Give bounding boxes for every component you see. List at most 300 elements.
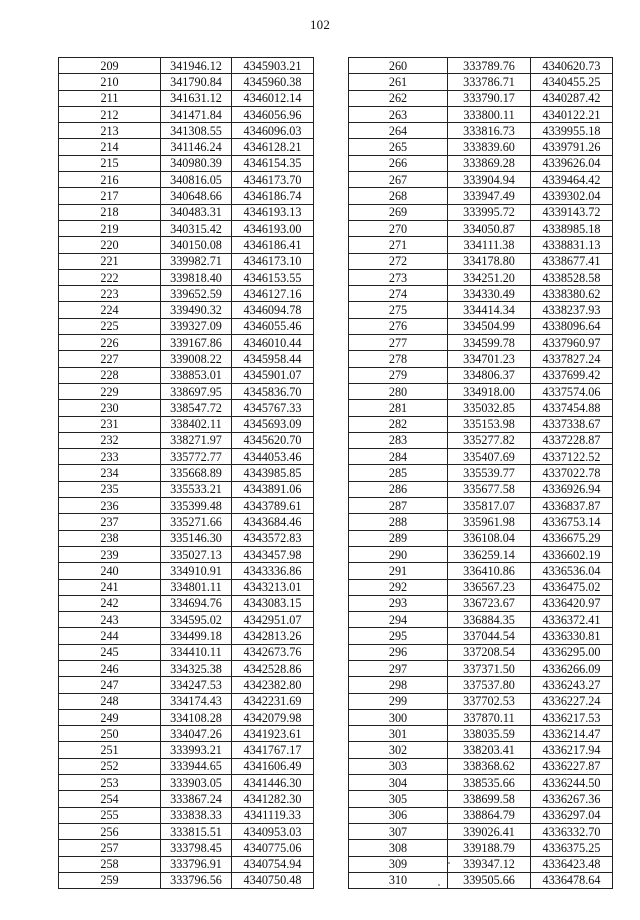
y-coordinate-cell: 4337454.88 [531, 400, 613, 416]
y-coordinate-cell: 4342673.76 [232, 644, 314, 660]
x-coordinate-cell: 338535.66 [448, 775, 531, 791]
x-coordinate-cell: 338271.97 [161, 432, 232, 448]
point-number-cell: 238 [59, 530, 161, 546]
y-coordinate-cell: 4338528.58 [531, 269, 613, 285]
x-coordinate-cell: 339347.12 [448, 856, 531, 872]
point-number-cell: 230 [59, 400, 161, 416]
point-number-cell: 302 [349, 742, 448, 758]
y-coordinate-cell: 4342231.69 [232, 693, 314, 709]
table-row [59, 823, 314, 839]
x-coordinate-cell: 337870.11 [448, 709, 531, 725]
table-row [349, 840, 613, 856]
table-row [349, 758, 613, 774]
table-row [59, 612, 314, 628]
point-number-cell: 240 [59, 563, 161, 579]
point-number-cell: 261 [349, 74, 448, 90]
x-coordinate-cell: 333796.91 [161, 856, 232, 872]
point-number-cell: 292 [349, 579, 448, 595]
point-number-cell: 286 [349, 481, 448, 497]
x-coordinate-cell: 341471.84 [161, 106, 232, 122]
point-number-cell: 308 [349, 840, 448, 856]
x-coordinate-cell: 340648.66 [161, 188, 232, 204]
table-row [349, 546, 613, 562]
table-row [349, 856, 613, 872]
y-coordinate-cell: 4346094.78 [232, 302, 314, 318]
y-coordinate-cell: 4341606.49 [232, 758, 314, 774]
point-number-cell: 220 [59, 237, 161, 253]
point-number-cell: 245 [59, 644, 161, 660]
x-coordinate-cell: 335407.69 [448, 449, 531, 465]
point-number-cell: 237 [59, 514, 161, 530]
y-coordinate-cell: 4336420.97 [531, 595, 613, 611]
table-row [59, 432, 314, 448]
x-coordinate-cell: 333903.05 [161, 775, 232, 791]
table-row [349, 807, 613, 823]
table-row [349, 514, 613, 530]
scan-speck [438, 884, 440, 886]
table-row [349, 530, 613, 546]
x-coordinate-cell: 334599.78 [448, 335, 531, 351]
y-coordinate-cell: 4341282.30 [232, 791, 314, 807]
table-row [349, 449, 613, 465]
table-row [349, 58, 613, 74]
table-row [59, 872, 314, 888]
table-row [59, 775, 314, 791]
y-coordinate-cell: 4338985.18 [531, 220, 613, 236]
scan-speck [448, 862, 450, 864]
point-number-cell: 243 [59, 612, 161, 628]
x-coordinate-cell: 333904.94 [448, 172, 531, 188]
point-number-cell: 266 [349, 155, 448, 171]
y-coordinate-cell: 4344053.46 [232, 449, 314, 465]
point-number-cell: 267 [349, 172, 448, 188]
point-number-cell: 219 [59, 220, 161, 236]
x-coordinate-cell: 333789.76 [448, 58, 531, 74]
x-coordinate-cell: 334701.23 [448, 351, 531, 367]
y-coordinate-cell: 4336332.70 [531, 823, 613, 839]
x-coordinate-cell: 337702.53 [448, 693, 531, 709]
table-row [349, 335, 613, 351]
x-coordinate-cell: 333796.56 [161, 872, 232, 888]
y-coordinate-cell: 4338677.41 [531, 253, 613, 269]
x-coordinate-cell: 334247.53 [161, 677, 232, 693]
point-number-cell: 212 [59, 106, 161, 122]
y-coordinate-cell: 4343789.61 [232, 498, 314, 514]
table-row [59, 123, 314, 139]
table-row [349, 318, 613, 334]
table-row [59, 742, 314, 758]
table-row [59, 237, 314, 253]
table-row [59, 595, 314, 611]
table-row [349, 644, 613, 660]
table-row [349, 139, 613, 155]
x-coordinate-cell: 333839.60 [448, 139, 531, 155]
y-coordinate-cell: 4336330.81 [531, 628, 613, 644]
table-row [59, 530, 314, 546]
y-coordinate-cell: 4346127.16 [232, 286, 314, 302]
y-coordinate-cell: 4336837.87 [531, 498, 613, 514]
point-number-cell: 269 [349, 204, 448, 220]
x-coordinate-cell: 333947.49 [448, 188, 531, 204]
x-coordinate-cell: 333869.28 [448, 155, 531, 171]
table-row [59, 139, 314, 155]
y-coordinate-cell: 4337827.24 [531, 351, 613, 367]
x-coordinate-cell: 334910.91 [161, 563, 232, 579]
y-coordinate-cell: 4345958.44 [232, 351, 314, 367]
y-coordinate-cell: 4337338.67 [531, 416, 613, 432]
x-coordinate-cell: 337537.80 [448, 677, 531, 693]
y-coordinate-cell: 4340287.42 [531, 90, 613, 106]
y-coordinate-cell: 4336536.04 [531, 563, 613, 579]
table-row [349, 465, 613, 481]
y-coordinate-cell: 4346186.74 [232, 188, 314, 204]
y-coordinate-cell: 4338380.62 [531, 286, 613, 302]
point-number-cell: 226 [59, 335, 161, 351]
point-number-cell: 265 [349, 139, 448, 155]
x-coordinate-cell: 340315.42 [161, 220, 232, 236]
table-row [59, 791, 314, 807]
point-number-cell: 225 [59, 318, 161, 334]
x-coordinate-cell: 334414.34 [448, 302, 531, 318]
table-row [59, 74, 314, 90]
x-coordinate-cell: 336259.14 [448, 546, 531, 562]
y-coordinate-cell: 4336227.24 [531, 693, 613, 709]
y-coordinate-cell: 4345903.21 [232, 58, 314, 74]
y-coordinate-cell: 4345620.70 [232, 432, 314, 448]
table-row [349, 351, 613, 367]
point-number-cell: 233 [59, 449, 161, 465]
x-coordinate-cell: 335817.07 [448, 498, 531, 514]
x-coordinate-cell: 339490.32 [161, 302, 232, 318]
table-row [349, 286, 613, 302]
y-coordinate-cell: 4346193.00 [232, 220, 314, 236]
point-number-cell: 281 [349, 400, 448, 416]
point-number-cell: 242 [59, 595, 161, 611]
x-coordinate-cell: 335668.89 [161, 465, 232, 481]
table-row [349, 220, 613, 236]
x-coordinate-cell: 335271.66 [161, 514, 232, 530]
point-number-cell: 249 [59, 709, 161, 725]
table-row [59, 660, 314, 676]
table-row [349, 709, 613, 725]
x-coordinate-cell: 335032.85 [448, 400, 531, 416]
y-coordinate-cell: 4341119.33 [232, 807, 314, 823]
table-row [59, 155, 314, 171]
y-coordinate-cell: 4337022.78 [531, 465, 613, 481]
y-coordinate-cell: 4346012.14 [232, 90, 314, 106]
table-row [349, 628, 613, 644]
x-coordinate-cell: 333944.65 [161, 758, 232, 774]
table-row [349, 204, 613, 220]
point-number-cell: 301 [349, 726, 448, 742]
x-coordinate-cell: 338547.72 [161, 400, 232, 416]
point-number-cell: 254 [59, 791, 161, 807]
point-number-cell: 257 [59, 840, 161, 856]
x-coordinate-cell: 334251.20 [448, 269, 531, 285]
table-row [59, 318, 314, 334]
table-row [349, 432, 613, 448]
table-row [59, 726, 314, 742]
x-coordinate-cell: 340150.08 [161, 237, 232, 253]
y-coordinate-cell: 4336753.14 [531, 514, 613, 530]
x-coordinate-cell: 335153.98 [448, 416, 531, 432]
table-row [59, 693, 314, 709]
point-number-cell: 270 [349, 220, 448, 236]
x-coordinate-cell: 335146.30 [161, 530, 232, 546]
y-coordinate-cell: 4340953.03 [232, 823, 314, 839]
point-number-cell: 297 [349, 660, 448, 676]
point-number-cell: 280 [349, 383, 448, 399]
point-number-cell: 255 [59, 807, 161, 823]
table-row [349, 383, 613, 399]
y-coordinate-cell: 4345693.09 [232, 416, 314, 432]
table-row [349, 74, 613, 90]
point-number-cell: 221 [59, 253, 161, 269]
x-coordinate-cell: 337208.54 [448, 644, 531, 660]
table-row [349, 481, 613, 497]
table-row [349, 677, 613, 693]
x-coordinate-cell: 334806.37 [448, 367, 531, 383]
x-coordinate-cell: 333838.33 [161, 807, 232, 823]
x-coordinate-cell: 334595.02 [161, 612, 232, 628]
y-coordinate-cell: 4336267.36 [531, 791, 613, 807]
x-coordinate-cell: 338853.01 [161, 367, 232, 383]
x-coordinate-cell: 334174.43 [161, 693, 232, 709]
table-row [349, 742, 613, 758]
x-coordinate-cell: 333816.73 [448, 123, 531, 139]
x-coordinate-cell: 341946.12 [161, 58, 232, 74]
point-number-cell: 287 [349, 498, 448, 514]
point-number-cell: 262 [349, 90, 448, 106]
point-number-cell: 241 [59, 579, 161, 595]
x-coordinate-cell: 333995.72 [448, 204, 531, 220]
point-number-cell: 293 [349, 595, 448, 611]
table-row [59, 579, 314, 595]
point-number-cell: 298 [349, 677, 448, 693]
point-number-cell: 304 [349, 775, 448, 791]
table-row [59, 286, 314, 302]
table-row [349, 612, 613, 628]
table-row [59, 90, 314, 106]
x-coordinate-cell: 339026.41 [448, 823, 531, 839]
point-number-cell: 276 [349, 318, 448, 334]
x-coordinate-cell: 338203.41 [448, 742, 531, 758]
y-coordinate-cell: 4340620.73 [531, 58, 613, 74]
table-row [349, 123, 613, 139]
y-coordinate-cell: 4343213.01 [232, 579, 314, 595]
table-row [349, 302, 613, 318]
table-row [59, 269, 314, 285]
point-number-cell: 218 [59, 204, 161, 220]
y-coordinate-cell: 4336297.04 [531, 807, 613, 823]
y-coordinate-cell: 4346153.55 [232, 269, 314, 285]
point-number-cell: 228 [59, 367, 161, 383]
table-row [59, 335, 314, 351]
table-row [59, 628, 314, 644]
table-row [59, 351, 314, 367]
y-coordinate-cell: 4336602.19 [531, 546, 613, 562]
point-number-cell: 307 [349, 823, 448, 839]
point-number-cell: 253 [59, 775, 161, 791]
point-number-cell: 258 [59, 856, 161, 872]
y-coordinate-cell: 4336244.50 [531, 775, 613, 791]
y-coordinate-cell: 4339791.26 [531, 139, 613, 155]
point-number-cell: 278 [349, 351, 448, 367]
y-coordinate-cell: 4339464.42 [531, 172, 613, 188]
x-coordinate-cell: 334410.11 [161, 644, 232, 660]
table-row [59, 563, 314, 579]
point-number-cell: 252 [59, 758, 161, 774]
point-number-cell: 231 [59, 416, 161, 432]
y-coordinate-cell: 4346056.96 [232, 106, 314, 122]
y-coordinate-cell: 4342528.86 [232, 660, 314, 676]
x-coordinate-cell: 333993.21 [161, 742, 232, 758]
table-row [349, 775, 613, 791]
y-coordinate-cell: 4338237.93 [531, 302, 613, 318]
x-coordinate-cell: 334801.11 [161, 579, 232, 595]
point-number-cell: 291 [349, 563, 448, 579]
x-coordinate-cell: 334050.87 [448, 220, 531, 236]
point-number-cell: 239 [59, 546, 161, 562]
point-number-cell: 277 [349, 335, 448, 351]
table-row [59, 758, 314, 774]
y-coordinate-cell: 4341923.61 [232, 726, 314, 742]
y-coordinate-cell: 4346193.13 [232, 204, 314, 220]
y-coordinate-cell: 4346154.35 [232, 155, 314, 171]
point-number-cell: 256 [59, 823, 161, 839]
table-row [349, 872, 613, 888]
table-row [349, 791, 613, 807]
y-coordinate-cell: 4336217.53 [531, 709, 613, 725]
point-number-cell: 235 [59, 481, 161, 497]
table-row [349, 90, 613, 106]
y-coordinate-cell: 4343083.15 [232, 595, 314, 611]
table-row [59, 481, 314, 497]
x-coordinate-cell: 335533.21 [161, 481, 232, 497]
x-coordinate-cell: 340980.39 [161, 155, 232, 171]
table-row [59, 58, 314, 74]
coordinates-table-right [348, 57, 613, 889]
point-number-cell: 214 [59, 139, 161, 155]
x-coordinate-cell: 338368.62 [448, 758, 531, 774]
point-number-cell: 273 [349, 269, 448, 285]
table-row [59, 302, 314, 318]
table-row [59, 498, 314, 514]
point-number-cell: 275 [349, 302, 448, 318]
point-number-cell: 295 [349, 628, 448, 644]
point-number-cell: 274 [349, 286, 448, 302]
x-coordinate-cell: 335399.48 [161, 498, 232, 514]
x-coordinate-cell: 334047.26 [161, 726, 232, 742]
point-number-cell: 259 [59, 872, 161, 888]
x-coordinate-cell: 334111.38 [448, 237, 531, 253]
table-row [59, 253, 314, 269]
y-coordinate-cell: 4339143.72 [531, 204, 613, 220]
x-coordinate-cell: 335772.77 [161, 449, 232, 465]
y-coordinate-cell: 4338096.64 [531, 318, 613, 334]
table-row [59, 807, 314, 823]
table-row [349, 155, 613, 171]
table-row [59, 677, 314, 693]
x-coordinate-cell: 333815.51 [161, 823, 232, 839]
y-coordinate-cell: 4345960.38 [232, 74, 314, 90]
y-coordinate-cell: 4345767.33 [232, 400, 314, 416]
table-row [349, 106, 613, 122]
x-coordinate-cell: 334918.00 [448, 383, 531, 399]
y-coordinate-cell: 4340122.21 [531, 106, 613, 122]
x-coordinate-cell: 341146.24 [161, 139, 232, 155]
table-row [349, 188, 613, 204]
point-number-cell: 279 [349, 367, 448, 383]
x-coordinate-cell: 334499.18 [161, 628, 232, 644]
y-coordinate-cell: 4336372.41 [531, 612, 613, 628]
table-row [59, 383, 314, 399]
x-coordinate-cell: 337371.50 [448, 660, 531, 676]
x-coordinate-cell: 334108.28 [161, 709, 232, 725]
y-coordinate-cell: 4340750.48 [232, 872, 314, 888]
y-coordinate-cell: 4339955.18 [531, 123, 613, 139]
x-coordinate-cell: 339008.22 [161, 351, 232, 367]
table-row [349, 563, 613, 579]
x-coordinate-cell: 341631.12 [161, 90, 232, 106]
table-row [59, 465, 314, 481]
table-row [349, 172, 613, 188]
y-coordinate-cell: 4343457.98 [232, 546, 314, 562]
y-coordinate-cell: 4336375.25 [531, 840, 613, 856]
y-coordinate-cell: 4337960.97 [531, 335, 613, 351]
table-row [59, 106, 314, 122]
x-coordinate-cell: 341790.84 [161, 74, 232, 90]
y-coordinate-cell: 4343336.86 [232, 563, 314, 579]
x-coordinate-cell: 339505.66 [448, 872, 531, 888]
table-row [59, 709, 314, 725]
y-coordinate-cell: 4337122.52 [531, 449, 613, 465]
point-number-cell: 272 [349, 253, 448, 269]
y-coordinate-cell: 4346010.44 [232, 335, 314, 351]
x-coordinate-cell: 341308.55 [161, 123, 232, 139]
y-coordinate-cell: 4336266.09 [531, 660, 613, 676]
table-row [59, 856, 314, 872]
y-coordinate-cell: 4336243.27 [531, 677, 613, 693]
x-coordinate-cell: 333867.24 [161, 791, 232, 807]
point-number-cell: 310 [349, 872, 448, 888]
x-coordinate-cell: 334504.99 [448, 318, 531, 334]
point-number-cell: 300 [349, 709, 448, 725]
x-coordinate-cell: 334178.80 [448, 253, 531, 269]
y-coordinate-cell: 4337574.06 [531, 383, 613, 399]
point-number-cell: 247 [59, 677, 161, 693]
point-number-cell: 288 [349, 514, 448, 530]
table-row [59, 840, 314, 856]
point-number-cell: 296 [349, 644, 448, 660]
table-row [349, 693, 613, 709]
x-coordinate-cell: 339188.79 [448, 840, 531, 856]
coordinates-table-right-body [349, 58, 613, 889]
point-number-cell: 271 [349, 237, 448, 253]
y-coordinate-cell: 4339302.04 [531, 188, 613, 204]
point-number-cell: 232 [59, 432, 161, 448]
y-coordinate-cell: 4342382.80 [232, 677, 314, 693]
point-number-cell: 234 [59, 465, 161, 481]
point-number-cell: 282 [349, 416, 448, 432]
y-coordinate-cell: 4343684.46 [232, 514, 314, 530]
table-row [59, 546, 314, 562]
coordinates-table-left [58, 57, 314, 889]
point-number-cell: 229 [59, 383, 161, 399]
table-row [349, 253, 613, 269]
table-row [349, 237, 613, 253]
point-number-cell: 236 [59, 498, 161, 514]
